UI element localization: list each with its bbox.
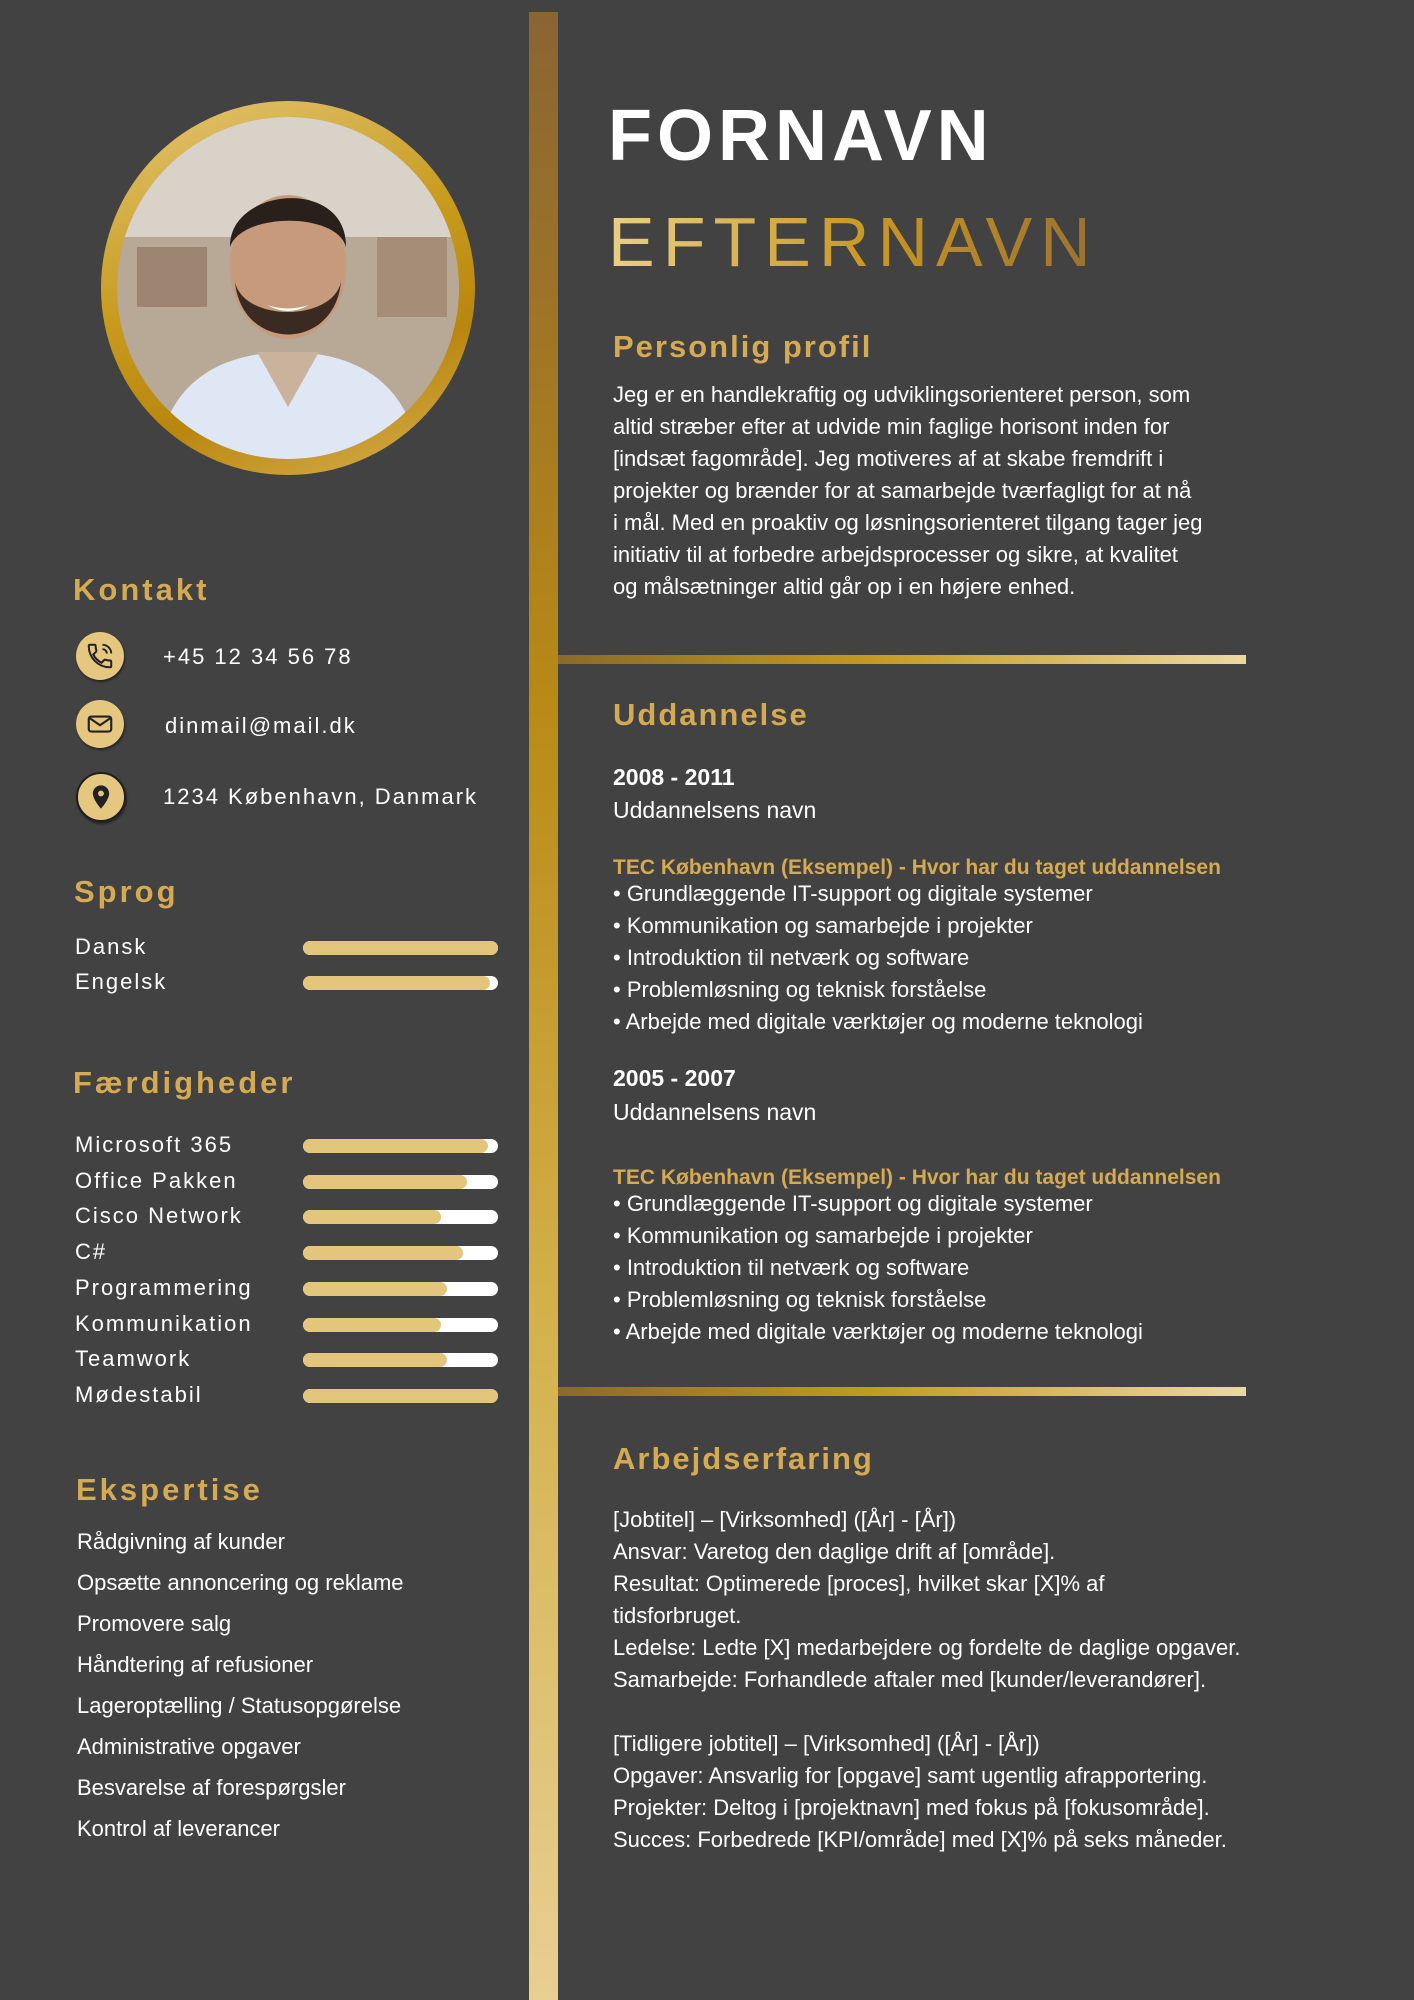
expertise-item: Kontrol af leverancer xyxy=(77,1816,280,1841)
email-address[interactable]: dinmail@mail.dk xyxy=(165,713,357,738)
expertise-item: Opsætte annoncering og reklame xyxy=(77,1570,404,1595)
education-heading: Uddannelse xyxy=(613,697,809,732)
phone-number[interactable]: +45 12 34 56 78 xyxy=(163,644,353,669)
experience-block-2: [Tidligere jobtitel] – [Virksomhed] ([År] - [År]) Opgaver: Ansvarlig for [opgave] samt ugentlig afrapportering. Projekter: Deltog i [projektnavn] med fokus på [fokusområde]. Succes: Forbedrede [KPI/område] med [X]% på seks måneder. xyxy=(613,1731,1227,1852)
skill-level-fill xyxy=(303,1210,441,1224)
education-school: TEC København (Eksempel) - Hvor har du taget uddannelsen xyxy=(613,1166,1221,1189)
experience-block-1: [Jobtitel] – [Virksomhed] ([År] - [År]) Ansvar: Varetog den daglige drift af [område]. Resultat: Optimerede [proces], hvilket skar [X]% af tidsforbruget. Ledelse: Ledte [X] medarbejdere og fordelte de daglige opgaver. Samarbejde: Forhandlede aftaler med [kunder/leverandører]. xyxy=(613,1507,1241,1692)
skill-label: Kommunikation xyxy=(75,1311,253,1336)
expertise-item: Håndtering af refusioner xyxy=(77,1652,314,1677)
mail-icon xyxy=(76,700,124,748)
list-item: • Arbejde med digitale værktøjer og moderne teknologi xyxy=(613,1319,1143,1344)
skill-level-bar xyxy=(303,1246,498,1260)
list-item: • Grundlæggende IT-support og digitale systemer xyxy=(613,881,1093,906)
profile-text: Jeg er en handlekraftig og udviklingsorienteret person, som altid stræber efter at udvide min faglige horisont inden for [indsæt fagområde]. Jeg motiveres af at skabe fremdrift i projekter og brænder for at samarbejde tværfagligt for at nå i mål. Med en proaktiv og løsningsorienteret tilgang tager jeg initiativ til at forbedre arbejdsprocesser og sikre, at kvalitet og målsætninger altid går op i en højere enhed. xyxy=(613,382,1203,599)
list-item: • Arbejde med digitale værktøjer og moderne teknologi xyxy=(613,1009,1143,1034)
list-item: • Introduktion til netværk og software xyxy=(613,1255,970,1280)
language-level-fill xyxy=(303,976,490,990)
skill-level-fill xyxy=(303,1389,498,1403)
skill-label: Microsoft 365 xyxy=(75,1132,234,1157)
language-label: Dansk xyxy=(75,934,148,959)
skill-label: Teamwork xyxy=(75,1346,192,1371)
first-name: FORNAVN xyxy=(608,96,994,176)
skill-level-fill xyxy=(303,1175,467,1189)
list-item: • Grundlæggende IT-support og digitale systemer xyxy=(613,1191,1093,1216)
skill-level-bar xyxy=(303,1175,498,1189)
person-silhouette-icon xyxy=(117,117,459,459)
list-item: • Introduktion til netværk og software xyxy=(613,945,970,970)
skill-level-bar xyxy=(303,1318,498,1332)
language-label: Engelsk xyxy=(75,969,168,994)
skill-label: Office Pakken xyxy=(75,1168,238,1193)
expertise-item: Administrative opgaver xyxy=(77,1734,301,1759)
experience-heading: Arbejdserfaring xyxy=(613,1441,874,1476)
education-years: 2008 - 2011 xyxy=(613,764,735,790)
profile-photo xyxy=(117,117,459,459)
skill-level-fill xyxy=(303,1353,447,1367)
education-school: TEC København (Eksempel) - Hvor har du taget uddannelsen xyxy=(613,856,1221,879)
list-item: • Problemløsning og teknisk forståelse xyxy=(613,977,987,1002)
skill-label: Programmering xyxy=(75,1275,253,1300)
skill-level-fill xyxy=(303,1318,441,1332)
skill-label: C# xyxy=(75,1239,108,1264)
skill-level-bar xyxy=(303,1210,498,1224)
list-item: • Kommunikation og samarbejde i projekter xyxy=(613,913,1033,938)
expertise-heading: Ekspertise xyxy=(76,1472,263,1507)
skill-level-bar xyxy=(303,1139,498,1153)
expertise-item: Lageroptælling / Statusopgørelse xyxy=(77,1693,402,1718)
last-name: EFTERNAVN xyxy=(608,203,1099,281)
languages-heading: Sprog xyxy=(74,874,179,909)
language-level-bar xyxy=(303,941,498,955)
list-item: • Problemløsning og teknisk forståelse xyxy=(613,1287,987,1312)
language-level-bar xyxy=(303,976,498,990)
expertise-item: Promovere salg xyxy=(77,1611,232,1636)
education-bullets xyxy=(613,1188,1253,1348)
phone-icon xyxy=(76,632,124,680)
section-divider-1 xyxy=(558,655,1246,664)
skill-level-bar xyxy=(303,1282,498,1296)
language-level-fill xyxy=(303,941,498,955)
education-name: Uddannelsens navn xyxy=(613,1099,817,1125)
education-bullets xyxy=(613,878,1253,1038)
vertical-divider xyxy=(529,12,558,2000)
profile-heading: Personlig profil xyxy=(613,329,873,364)
skill-level-fill xyxy=(303,1246,463,1260)
skill-label: Cisco Network xyxy=(75,1203,243,1228)
skill-level-fill xyxy=(303,1139,488,1153)
address: 1234 København, Danmark xyxy=(163,784,479,809)
skill-level-bar xyxy=(303,1353,498,1367)
list-item: • Kommunikation og samarbejde i projekter xyxy=(613,1223,1033,1248)
skill-level-fill xyxy=(303,1282,447,1296)
section-divider-2 xyxy=(558,1387,1246,1396)
expertise-item: Besvarelse af forespørgsler xyxy=(77,1775,346,1800)
skill-label: Mødestabil xyxy=(75,1382,203,1407)
skills-heading: Færdigheder xyxy=(73,1065,296,1100)
contact-heading: Kontakt xyxy=(73,572,210,607)
education-name: Uddannelsens navn xyxy=(613,797,817,823)
skill-level-bar xyxy=(303,1389,498,1403)
education-years: 2005 - 2007 xyxy=(613,1065,736,1091)
expertise-item: Rådgivning af kunder xyxy=(77,1529,285,1554)
location-icon xyxy=(76,772,126,822)
